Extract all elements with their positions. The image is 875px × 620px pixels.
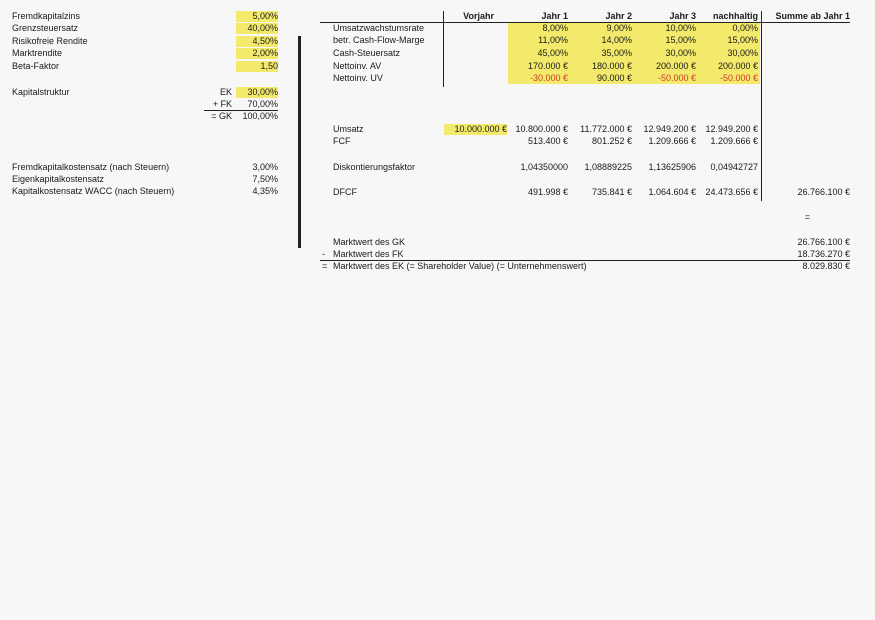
marktwert-ek-label: Marktwert des EK (= Shareholder Value) (= Unternehmenswert): [333, 261, 587, 271]
assumption-value: 11,00%: [538, 35, 568, 45]
header-nachhaltig: nachhaltig: [712, 11, 758, 21]
kapitalstruktur-label: Kapitalstruktur: [12, 87, 70, 97]
kosten-value: 4,35%: [252, 186, 278, 196]
dfcf-value: 24.473.656 €: [705, 187, 758, 197]
kosten-value: 3,00%: [252, 162, 278, 172]
param-value: 2,00%: [236, 48, 278, 59]
diskont-value: 0,04942727: [710, 162, 758, 172]
assumption-label: betr. Cash-Flow-Marge: [333, 35, 425, 45]
fk-value: 70,00%: [247, 99, 278, 109]
param-label: Marktrendite: [12, 48, 63, 58]
assumption-value: 14,00%: [601, 35, 632, 45]
assumption-label: Nettoinv. UV: [333, 73, 383, 83]
kosten-label: Fremdkapitalkostensatz (nach Steuern): [12, 162, 170, 172]
assumption-value: 8,00%: [542, 23, 568, 33]
assumption-value: 10,00%: [665, 23, 696, 33]
umsatz-vorjahr: 10.000.000 €: [444, 124, 507, 135]
header-vorjahr: Vorjahr: [463, 11, 494, 21]
assumption-value: 200.000 €: [717, 61, 758, 71]
dfcf-value: 491.998 €: [527, 187, 568, 197]
diskont-label: Diskontierungsfaktor: [333, 162, 416, 172]
assumption-value: 200.000 €: [655, 61, 696, 71]
param-label: Grenzsteuersatz: [12, 23, 79, 33]
marktwert-ek-prefix: =: [322, 261, 328, 271]
fcf-value: 801.252 €: [591, 136, 632, 146]
assumption-value-negative: -50.000 €: [657, 73, 696, 83]
fk-prefix: + FK: [212, 99, 232, 109]
param-value: 40,00%: [236, 23, 278, 34]
assumption-value-negative: -50.000 €: [719, 73, 758, 83]
assumption-value: 90.000 €: [596, 73, 632, 83]
header-jahr2: Jahr 2: [605, 11, 632, 21]
vorjahr-column-line: [443, 11, 444, 87]
dfcf-label: DFCF: [333, 187, 357, 197]
nachhaltig-column-line: [761, 11, 762, 201]
assumption-value: 0,00%: [732, 23, 758, 33]
kosten-value: 7,50%: [252, 174, 278, 184]
param-value: 1,50: [236, 61, 278, 72]
marktwert-gk-value: 26.766.100 €: [797, 237, 850, 247]
umsatz-value: 11.772.000 €: [580, 124, 632, 134]
assumption-value: 170.000 €: [527, 61, 568, 71]
param-value: 5,00%: [236, 11, 278, 22]
assumption-label: Cash-Steuersatz: [333, 48, 401, 58]
header-summe: Summe ab Jahr 1: [775, 11, 850, 21]
diskont-value: 1,04350000: [520, 162, 568, 172]
umsatz-value: 10.800.000 €: [515, 124, 568, 134]
assumption-value: 15,00%: [727, 35, 758, 45]
header-jahr1: Jahr 1: [541, 11, 568, 21]
assumption-value: 45,00%: [537, 48, 568, 58]
assumption-value: 30,00%: [665, 48, 696, 58]
fcf-value: 1.209.666 €: [710, 136, 758, 146]
ek-value: 30,00%: [236, 87, 278, 98]
kosten-label: Eigenkapitalkostensatz: [12, 174, 105, 184]
marktwert-gk-label: Marktwert des GK: [333, 237, 406, 247]
param-value: 4,50%: [236, 36, 278, 47]
umsatz-label: Umsatz: [333, 124, 364, 134]
diskont-value: 1,08889225: [584, 162, 632, 172]
param-label: Fremdkapitalzins: [12, 11, 81, 21]
gk-prefix: = GK: [211, 111, 232, 121]
fcf-value: 1.209.666 €: [648, 136, 696, 146]
assumption-value: 30,00%: [727, 48, 758, 58]
fcf-value: 513.400 €: [527, 136, 568, 146]
assumption-value: 180.000 €: [591, 61, 632, 71]
assumption-value: 15,00%: [665, 35, 696, 45]
section-divider: [298, 36, 301, 248]
param-label: Beta-Faktor: [12, 61, 60, 71]
umsatz-value: 12.949.200 €: [643, 124, 696, 134]
marktwert-ek-value: 8.029.830 €: [802, 261, 850, 271]
kosten-label: Kapitalkostensatz WACC (nach Steuern): [12, 186, 175, 196]
header-jahr3: Jahr 3: [669, 11, 696, 21]
marktwert-fk-label: Marktwert des FK: [333, 249, 404, 259]
fcf-label: FCF: [333, 136, 351, 146]
dfcf-value: 1.064.604 €: [648, 187, 696, 197]
assumption-value: 35,00%: [601, 48, 632, 58]
assumption-value-negative: -30.000 €: [529, 73, 568, 83]
assumption-value: 9,00%: [606, 23, 632, 33]
marktwert-fk-value: 18.736.270 €: [797, 249, 850, 259]
equals-sign: =: [804, 212, 810, 222]
dfcf-value: 735.841 €: [591, 187, 632, 197]
assumption-label: Umsatzwachstumsrate: [333, 23, 425, 33]
assumption-label: Nettoinv. AV: [333, 61, 382, 71]
param-label: Risikofreie Rendite: [12, 36, 88, 46]
gk-value: 100,00%: [242, 111, 278, 121]
umsatz-value: 12.949.200 €: [705, 124, 758, 134]
dfcf-summe: 26.766.100 €: [797, 187, 850, 197]
ek-prefix: EK: [219, 87, 232, 97]
marktwert-fk-prefix: -: [322, 249, 325, 259]
diskont-value: 1,13625906: [648, 162, 696, 172]
